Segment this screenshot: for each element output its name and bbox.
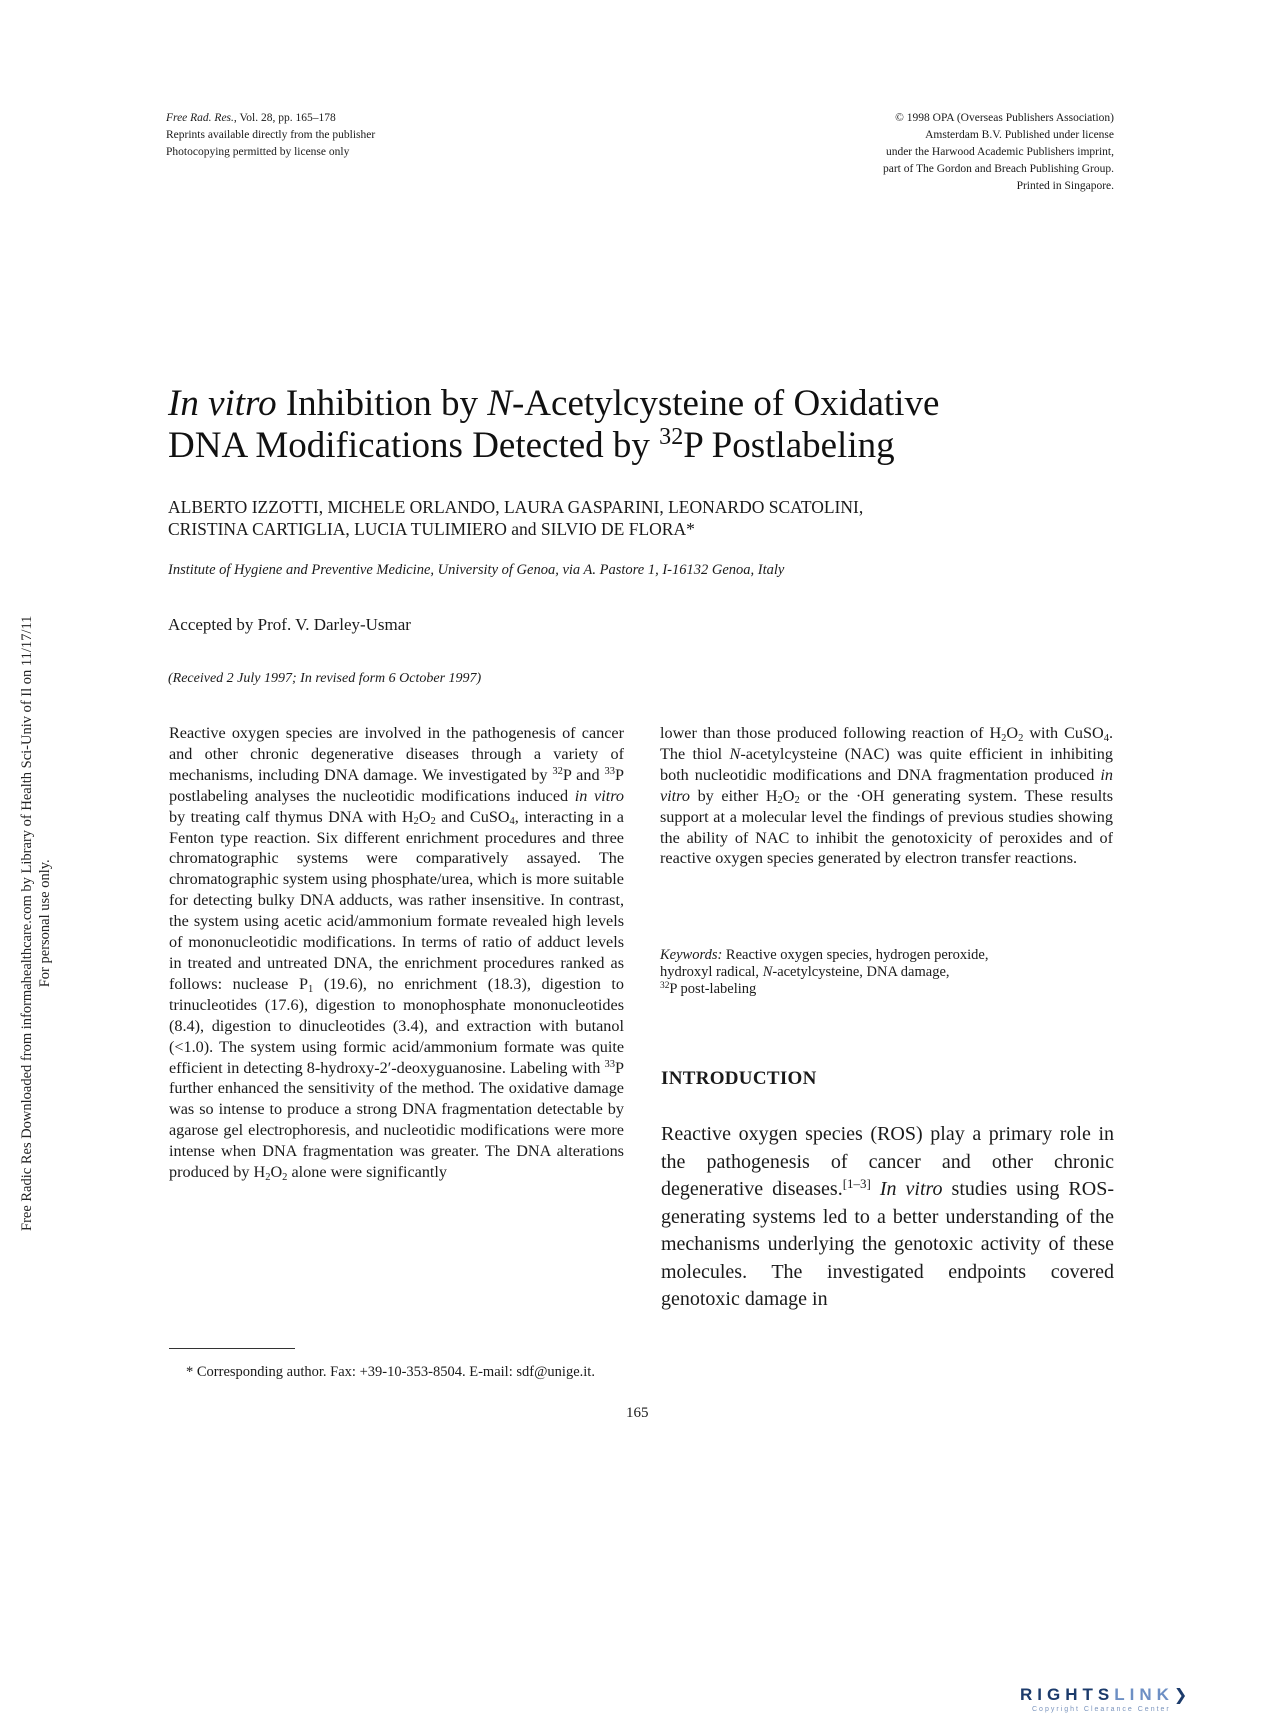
text-run: O <box>1006 724 1019 742</box>
footnote-divider <box>169 1348 295 1349</box>
journal-citation-header <box>166 110 586 161</box>
copyright-line-1: © 1998 OPA (Overseas Publishers Association) <box>895 112 1114 124</box>
text-run: and CuSO <box>435 807 510 826</box>
italic-run: N <box>762 964 773 980</box>
text-run: Reactive oxygen species, hydrogen peroxide, <box>722 947 989 963</box>
abstract-paragraph <box>660 723 1113 869</box>
title-superscript: 32 <box>659 423 684 450</box>
text-run: Reactive oxygen species are involved in the pathogenesis of cancer and other chronic degenerative diseases through a variety of mechanisms, including DNA damage. We investigated by <box>169 724 624 784</box>
page-number: 165 <box>626 1405 649 1421</box>
journal-volume: , Vol. 28, pp. 165–178 <box>233 112 336 124</box>
text-run: Reactive oxygen species (ROS) play a primary role in the pathogenesis of cancer and other chronic degenerative diseases. <box>661 1123 1114 1200</box>
superscript: 33 <box>604 766 615 778</box>
text-run: -acetylcysteine, DNA damage, <box>772 964 950 980</box>
author-list <box>168 496 1148 540</box>
download-watermark <box>18 616 54 1231</box>
italic-run: In vitro <box>870 1178 943 1200</box>
subscript: 2 <box>794 795 800 807</box>
subscript: 2 <box>265 1171 271 1183</box>
text-run: alone were significantly <box>287 1163 448 1182</box>
keywords <box>660 947 1113 998</box>
text-run: hydroxyl radical, <box>660 964 763 980</box>
subscript: 2 <box>1001 732 1007 744</box>
italic-run: N <box>729 744 741 763</box>
text-run: , interacting in a Fenton type reaction. Six different enrichment procedures and three chromatographic systems were comparatively assayed. The chromatographic system using phosphate/urea, which is more suitable for detecting bulky DNA adducts, was rather insensitive. In contrast, the system using acetic acid/ammonium formate revealed high levels of mononucleotidic modifications. In terms of ratio of adduct levels in treated and untreated DNA, the enrichment procedures ranked as follows: nuclease P <box>169 807 624 993</box>
rightslink-logo[interactable] <box>1020 1685 1260 1721</box>
intro-paragraph <box>661 1121 1114 1314</box>
text-run: P further enhanced the sensitivity of the method. The oxidative damage was so intense to produce a strong DNA fragmentation detectable by agarose gel electrophoresis, and nucleotidic modifications were more intense when DNA fragmentation was greater. The DNA alterations produced by H <box>169 1058 624 1182</box>
text-run: O <box>418 807 431 826</box>
accepted-by: Accepted by Prof. V. Darley-Usmar <box>168 615 411 634</box>
download-watermark-line-1: Free Radic Res Downloaded from informahealthcare.com by Library of Health Sci-Univ of Il on 11/17/11 <box>19 615 35 1231</box>
text-run: (19.6), no enrichment (18.3), digestion to trinucleotides (17.6), digestion to monophosphate mononucleotides (8.4), digestion to dinucleotides (3.4), and extraction with butanol (<1.0). The system using formic acid/ammonium formate was quite efficient in detecting 8-hydroxy-2′-deoxyguanosine. Labeling with <box>169 974 624 1077</box>
copyright-line-2: Amsterdam B.V. Published under license <box>925 129 1114 141</box>
download-watermark-line-2: For personal use only. <box>37 859 53 988</box>
introduction-text <box>661 1121 1114 1314</box>
copyright-header <box>700 110 1114 195</box>
title-part: -Acetylcysteine of Oxidative <box>511 383 940 424</box>
subscript: 2 <box>430 816 436 828</box>
logo-tagline: Copyright Clearance Center <box>1032 1706 1171 1713</box>
subscript: 2 <box>1018 732 1024 744</box>
section-heading-introduction: INTRODUCTION <box>661 1068 817 1089</box>
italic-run: in vitro <box>660 765 1113 805</box>
copyright-line-4: part of The Gordon and Breach Publishing Group. <box>882 163 1114 175</box>
journal-name: Free Rad. Res. <box>166 112 234 124</box>
abstract-left-column <box>169 723 624 1183</box>
logo-part-rights: RIGHTS <box>1020 1685 1115 1704</box>
text-run: by treating calf thymus DNA with H <box>169 807 414 826</box>
authors-line-1: ALBERTO IZZOTTI, MICHELE ORLANDO, LAURA GASPARINI, LEONARDO SCATOLINI, <box>168 497 864 517</box>
subscript: 2 <box>777 795 783 807</box>
superscript: 32 <box>552 766 563 778</box>
subscript: 2 <box>282 1171 288 1183</box>
keywords-label: Keywords: <box>660 947 723 963</box>
title-italic-invitro: In vitro <box>168 383 277 424</box>
text-run: O <box>270 1163 283 1182</box>
subscript: 2 <box>413 816 419 828</box>
corresponding-author-footnote: * Corresponding author. Fax: +39-10-353-8504. E-mail: sdf@unige.it. <box>186 1364 595 1380</box>
superscript: 33 <box>604 1058 615 1070</box>
authors-line-2: CRISTINA CARTIGLIA, LUCIA TULIMIERO and SILVIO DE FLORA* <box>168 519 695 539</box>
text-run: or the ·OH generating system. These results support at a molecular level the findings of previous studies showing the ability of NAC to inhibit the genotoxicity of peroxides and of reactive oxygen species generated by electron transfer reactions. <box>660 786 1113 868</box>
text-run: P post-labeling <box>669 981 757 997</box>
chevron-right-icon: ❯ <box>1173 1687 1188 1704</box>
citation-ref: [1–3] <box>842 1175 871 1191</box>
copyright-line-3: under the Harwood Academic Publishers imprint, <box>885 146 1114 158</box>
subscript: 1 <box>307 983 314 995</box>
text-run: O <box>782 786 795 805</box>
subscript: 4 <box>1103 732 1109 744</box>
text-run: with CuSO <box>1023 724 1104 742</box>
text-run: P and <box>562 765 605 784</box>
received-dates: (Received 2 July 1997; In revised form 6 October 1997) <box>168 671 482 686</box>
text-run: . The thiol <box>660 724 1113 763</box>
text-run: by either H <box>689 786 778 805</box>
logo-part-link: LINK <box>1114 1685 1174 1704</box>
abstract-paragraph <box>169 723 624 1183</box>
article-title <box>168 383 1128 467</box>
text-run: studies using ROS-generating systems led to a better understanding of the mechanisms underlying the genotoxic activity of these molecules. The investigated endpoints covered genotoxic damage in <box>661 1178 1114 1310</box>
superscript: 32 <box>660 980 670 991</box>
reprints-note: Reprints available directly from the publisher <box>166 129 376 141</box>
italic-run: in vitro <box>574 786 624 805</box>
rightslink-wordmark <box>1020 1685 1260 1705</box>
subscript: 4 <box>509 816 515 828</box>
text-run: -acetylcysteine (NAC) was quite efficient in inhibiting both nucleotidic modifications and DNA fragmentation produced <box>660 744 1113 784</box>
title-part: DNA Modifications Detected by <box>168 425 660 466</box>
affiliation: Institute of Hygiene and Preventive Medicine, University of Genoa, via A. Pastore 1, I-16132 Genoa, Italy <box>168 562 785 578</box>
text-run: P postlabeling analyses the nucleotidic modifications induced <box>169 765 624 805</box>
photocopy-note: Photocopying permitted by license only <box>166 146 350 158</box>
title-italic-n: N <box>487 383 512 424</box>
copyright-line-5: Printed in Singapore. <box>1016 180 1114 192</box>
title-part: Inhibition by <box>276 383 488 424</box>
text-run: lower than those produced following reaction of H <box>660 724 1002 742</box>
title-part: P Postlabeling <box>683 425 895 466</box>
abstract-right-column <box>660 723 1113 869</box>
